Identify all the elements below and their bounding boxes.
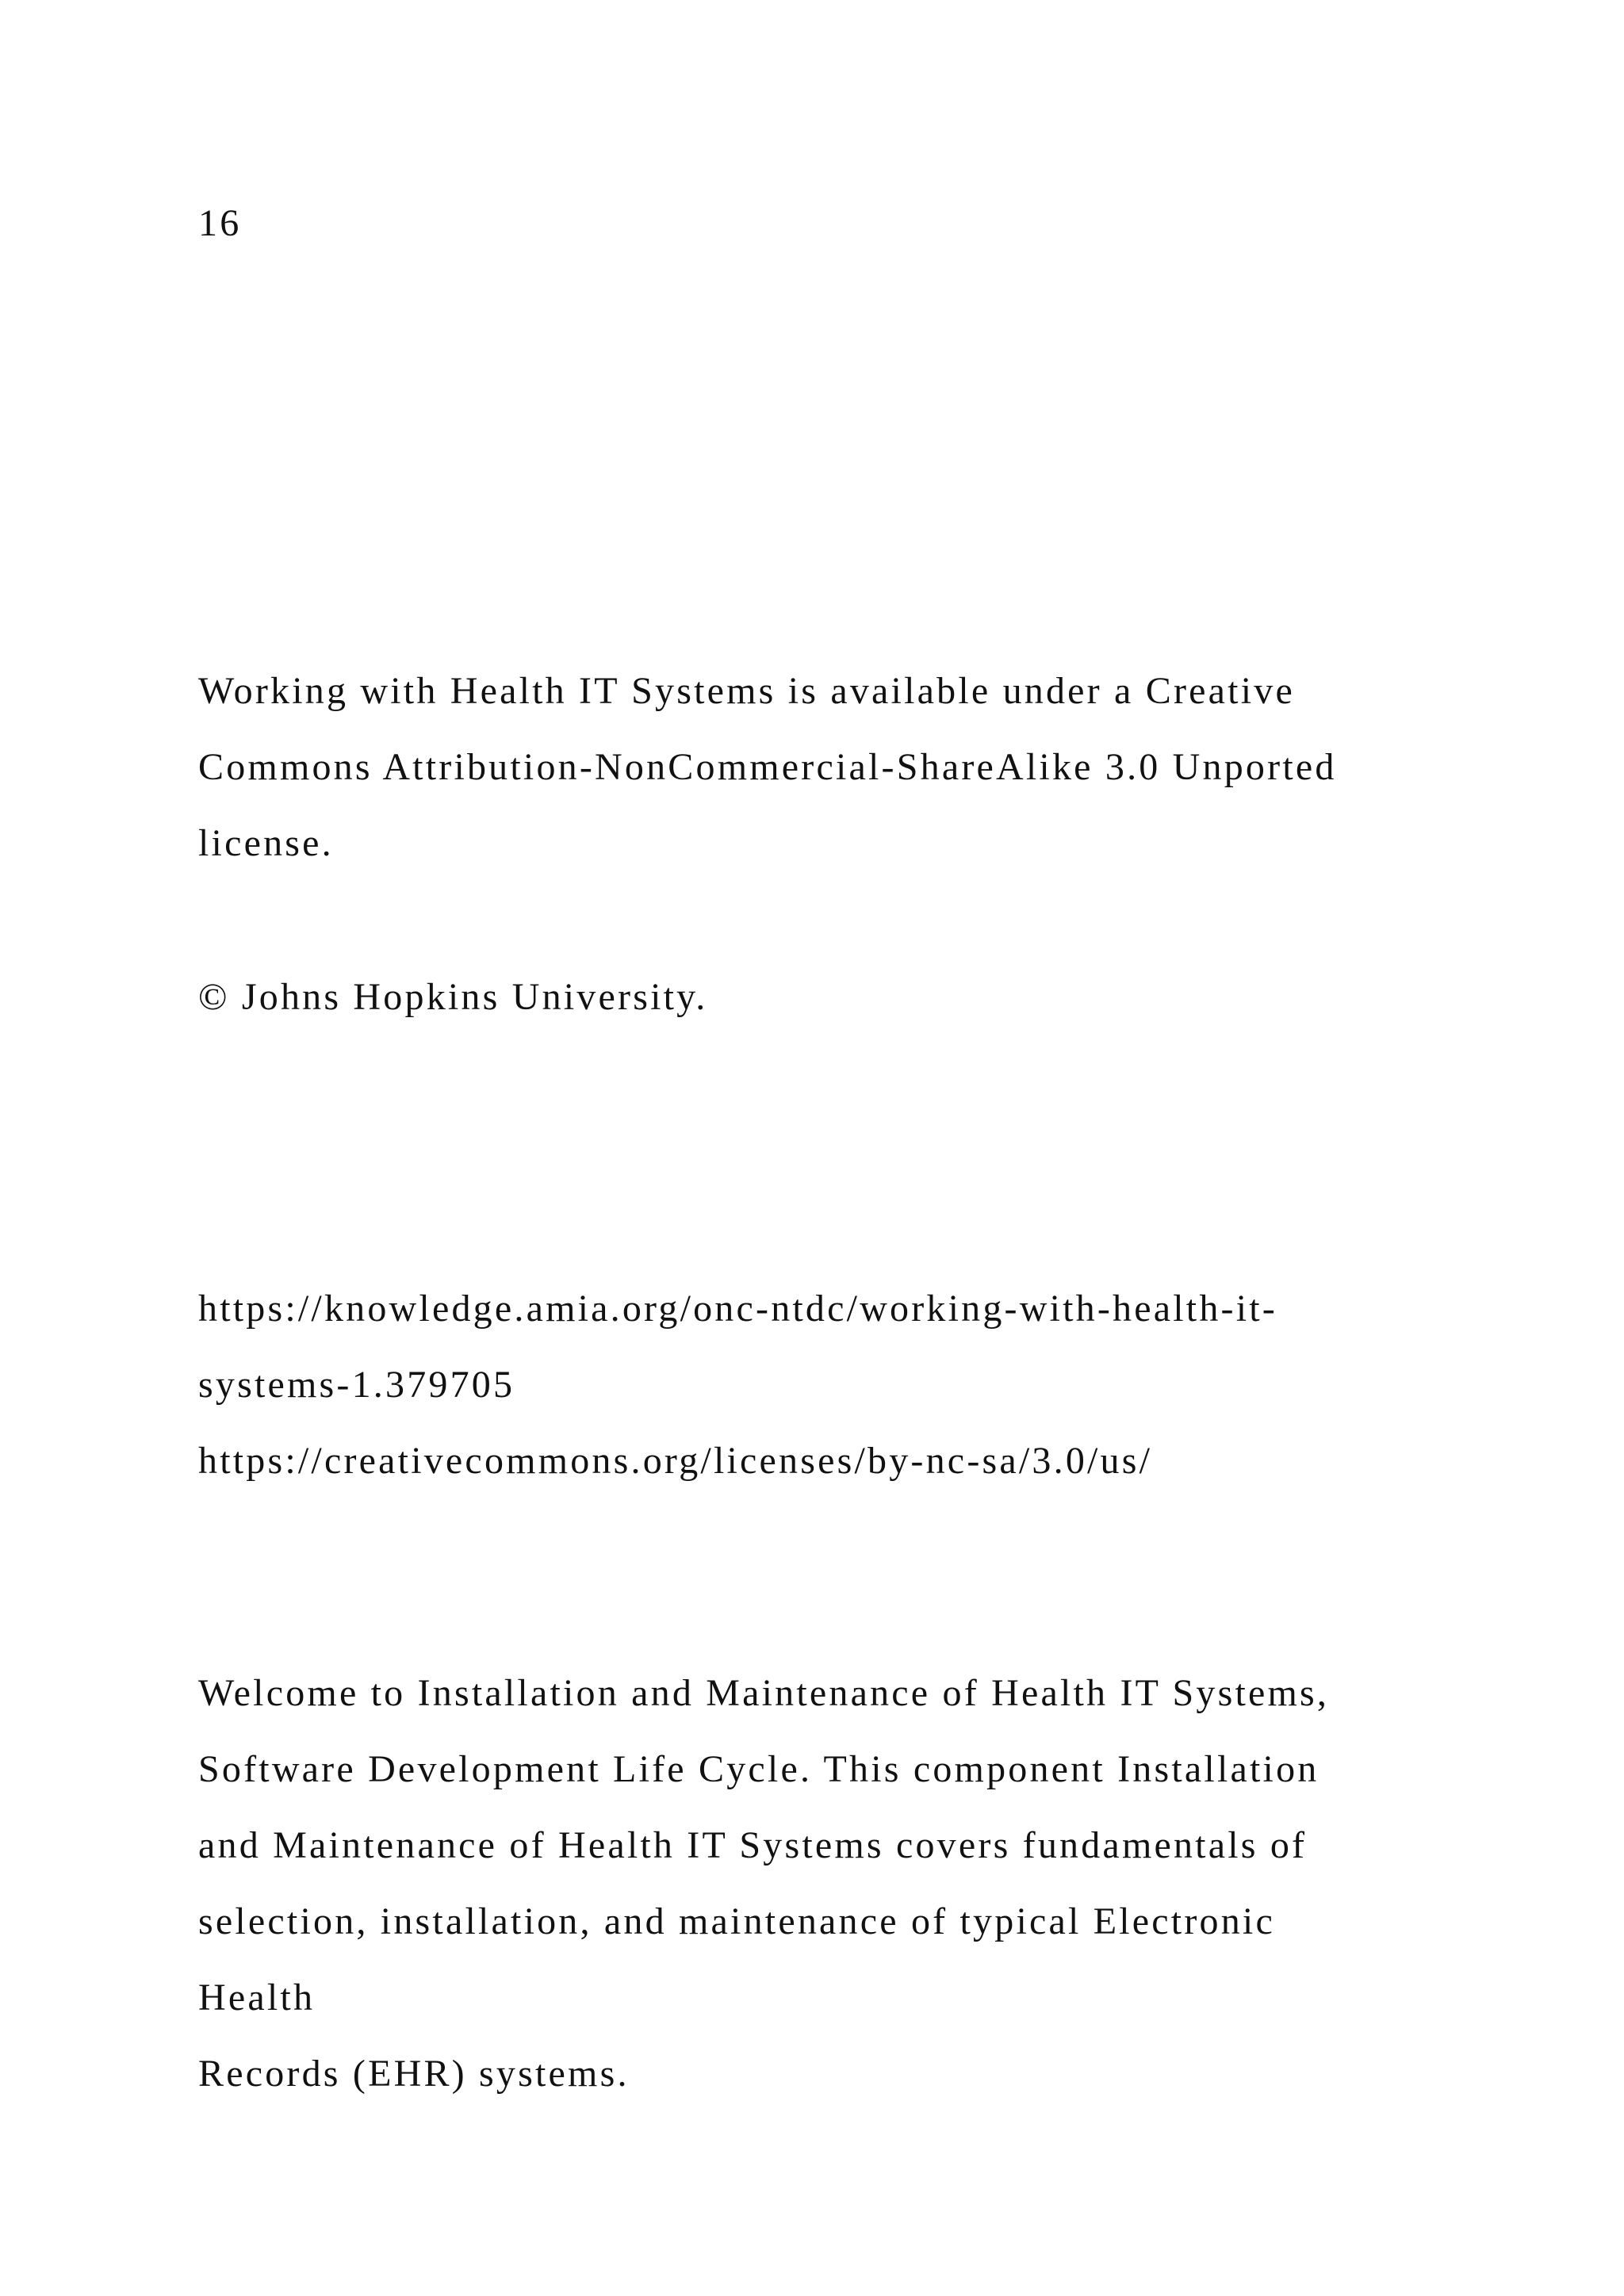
welcome-line: Welcome to Installation and Maintenance of Health IT Systems, bbox=[198, 1672, 1330, 1714]
welcome-line: selection, installation, and maintenance of typical Electronic bbox=[198, 1900, 1275, 1942]
page-number: 16 bbox=[198, 202, 242, 244]
copyright-notice: © Johns Hopkins University. bbox=[198, 976, 708, 1018]
license-link: https://creativecommons.org/licenses/by-nc-sa/3.0/us/ bbox=[198, 1440, 1153, 1482]
source-link: https://knowledge.amia.org/onc-ntdc/working-with-health-it- bbox=[198, 1288, 1277, 1330]
welcome-line: Records (EHR) systems. bbox=[198, 2053, 630, 2095]
welcome-line: Health bbox=[198, 1976, 316, 2019]
welcome-line: Software Development Life Cycle. This component Installation bbox=[198, 1748, 1320, 1790]
license-line: Commons Attribution-NonCommercial-ShareAlike 3.0 Unported bbox=[198, 746, 1337, 788]
license-line: license. bbox=[198, 822, 334, 864]
license-line: Working with Health IT Systems is available under a Creative bbox=[198, 670, 1295, 712]
welcome-line: and Maintenance of Health IT Systems covers fundamentals of bbox=[198, 1824, 1308, 1866]
source-link-continuation: systems-1.379705 bbox=[198, 1364, 515, 1406]
